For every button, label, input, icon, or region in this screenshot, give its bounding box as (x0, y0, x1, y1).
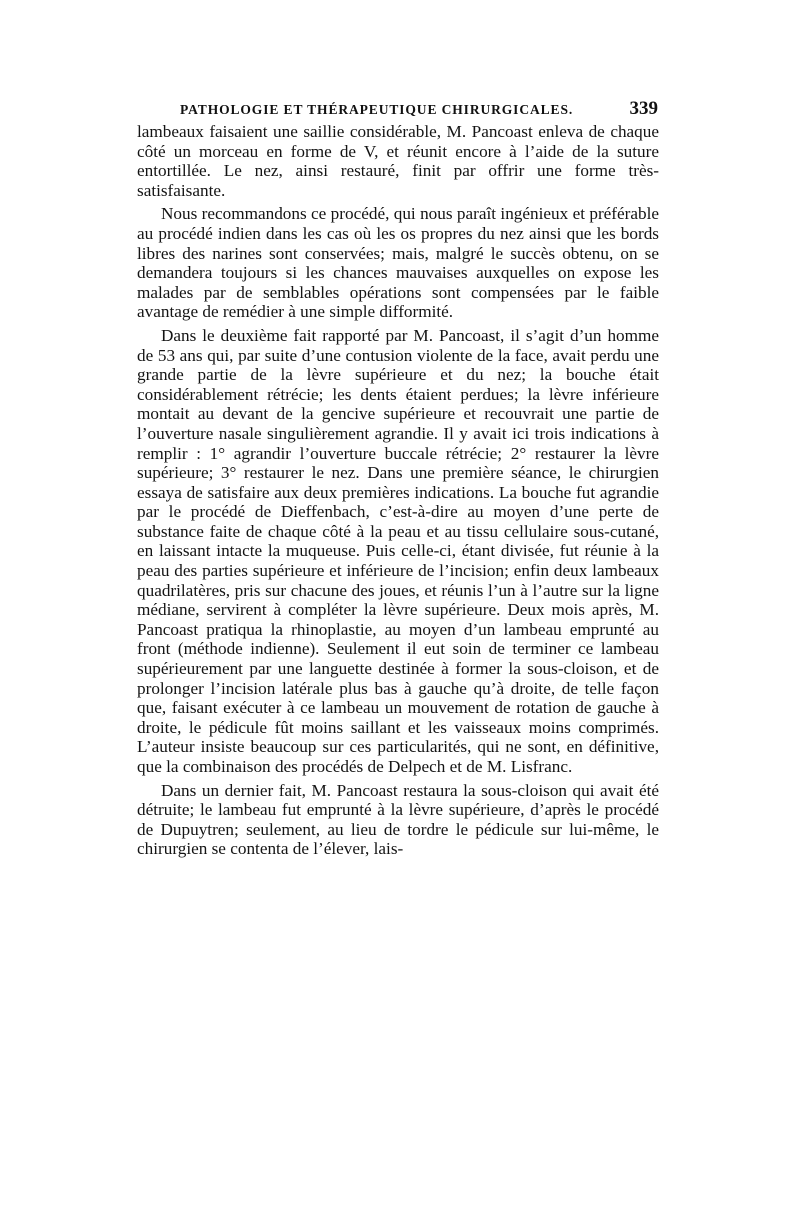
body-text (137, 122, 659, 859)
paragraph-recommendation: Nous recommandons ce procédé, qui nous paraît ingénieux et préférable au procédé indien dans les cas où les os propres du nez ainsi que les bords libres des narines sont conservées; mais, malgré le succès obtenu, on se demandera toujours si les chances mauvaises auxquelles on expose les malades par de semblables opérations sont compensées par le faible avantage de remédier à une simple difformité. (137, 204, 659, 322)
running-head (160, 98, 660, 122)
page-number: 339 (629, 98, 658, 119)
running-title: PATHOLOGIE ET THÉRAPEUTIQUE CHIRURGICALES. (180, 102, 574, 117)
paragraph-second-case: Dans le deuxième fait rapporté par M. Pancoast, il s’agit d’un homme de 53 ans qui, par suite d’une contusion violente de la face, avait perdu une grande partie de la lèvre supérieure et du nez; la bouche était considérablement rétrécie; les dents étaient perdues; la lèvre inférieure montait au devant de la gencive supérieure et recouvrait une partie de l’ouverture nasale singulièrement agrandie. Il y avait ici trois indications à remplir : 1° agrandir l’ouverture buccale rétrécie; 2° restaurer la lèvre supérieure; 3° restaurer le nez. Dans une première séance, le chirurgien essaya de satisfaire aux deux premières indications. La bouche fut agrandie par le procédé de Dieffenbach, c’est-à-dire au moyen d’une perte de substance faite de chaque côté à la peau et au tissu cellulaire sous-cutané, en laissant intacte la muqueuse. Puis celle-ci, étant divisée, fut réunie à la peau des parties supérieure et inférieure de l’incision; enfin deux lambeaux quadrilatères, pris sur chacune des joues, et réunis l’un à l’autre sur la ligne médiane, servirent à compléter la lèvre supérieure. Deux mois après, M. Pancoast pratiqua la rhinoplastie, au moyen d’un lambeau emprunté au front (méthode indienne). Seulement il eut soin de terminer ce lambeau supérieurement par une languette destinée à former la sous-cloison, et de prolonger l’incision latérale plus bas à gauche qu’à droite, de telle façon que, faisant exécuter à ce lambeau un mouvement de rotation de gauche à droite, le pédicule fût moins saillant et les vaisseaux moins comprimés. L’auteur insiste beaucoup sur ces particularités, qui ne sont, en définitive, que la combinaison des procédés de Delpech et de M. Lisfranc. (137, 325, 659, 776)
paragraph-last-case: Dans un dernier fait, M. Pancoast restaura la sous-cloison qui avait été détruite; le lambeau fut emprunté à la lèvre supérieure, d’après le procédé de Dupuytren; seulement, au lieu de tordre le pédicule sur lui-même, le chirurgien se contenta de l’élever, lais- (137, 780, 659, 859)
paragraph-continuation: lambeaux faisaient une saillie considérable, M. Pancoast enleva de chaque côté un morceau en forme de V, et réunit encore à l’aide de la suture entortillée. Le nez, ainsi restauré, finit par offrir une forme très-satisfaisante. (137, 122, 659, 200)
